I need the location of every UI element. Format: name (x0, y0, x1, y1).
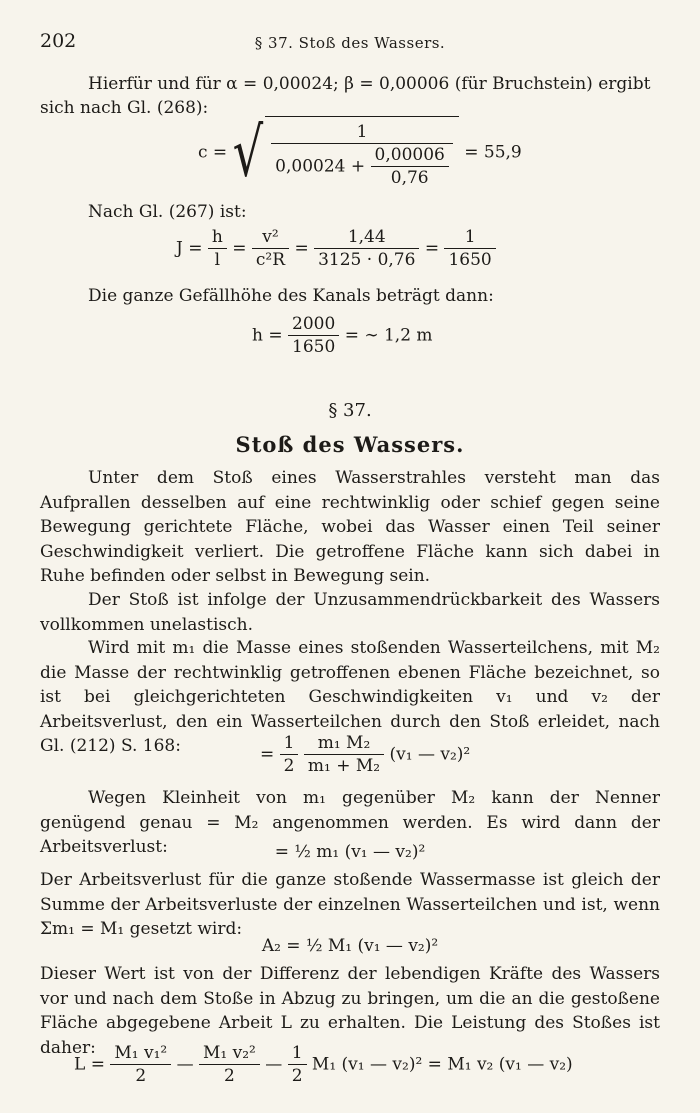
nach-267-line: Nach Gl. (267) ist: (88, 202, 247, 222)
eq-L-frac-1 (110, 1042, 171, 1087)
paragraph-2: Der Stoß ist infolge der Unzusammendrückbarkeit des Wassers vollkommen unelastisch. (40, 590, 660, 635)
eq-loss1-frac-2 (304, 732, 384, 777)
eq-J-frac-2 (252, 226, 289, 271)
eq-L-f3-num: 1 (288, 1042, 307, 1065)
eq-c-den-frac-den: 0,76 (390, 168, 429, 188)
eq-J-frac-4 (444, 226, 495, 271)
eq-c-numerator: 1 (271, 121, 453, 144)
eq-c-denominator (271, 144, 453, 189)
paragraph-1: Unter dem Stoß eines Wasserstrahles versteht man das Aufprallen desselben auf eine rechtwinklig oder schief gegen seine Bewegung gerichtete Fläche, wobei das Wasser einen Teil seiner Geschwindigkeit verliert. Die getroffene Fläche kann sich dabei in Ruhe befinden oder selbst in Bewegung sein. (40, 468, 660, 586)
eq-J-eq1: = (232, 238, 247, 259)
eq-J-f1-den: l (214, 250, 221, 270)
eq-c-lhs: c = (198, 142, 228, 163)
eq-h-result: = ∼ 1,2 m (344, 325, 433, 346)
eq-h-lhs: h = (252, 325, 283, 346)
equation-loss-2: = ½ m₁ (v₁ — v₂)² (274, 842, 426, 862)
sqrt-sign-icon: √ (232, 113, 264, 192)
equation-loss-1 (260, 732, 470, 777)
eq-loss1-tail: (v₁ — v₂)² (389, 744, 471, 765)
eq-loss1-lhs: = (260, 744, 275, 765)
eq-c-main-fraction (271, 121, 453, 189)
intro-line-2: sich nach Gl. (268): (40, 98, 209, 118)
eq-h-frac (288, 313, 339, 358)
equation-J (176, 226, 496, 271)
eq-J-f2-den: c²R (255, 250, 286, 270)
eq-L-frac-3 (288, 1042, 307, 1087)
eq-J-f2-num: v² (252, 226, 289, 249)
equation-L (74, 1042, 573, 1087)
eq-L-minus-2: — (265, 1054, 283, 1075)
page-number: 202 (40, 30, 77, 52)
eq-J-eq3: = (424, 238, 440, 259)
running-title: § 37. Stoß des Wassers. (254, 34, 446, 52)
eq-J-f3-den: 3125 · 0,76 (318, 250, 416, 270)
eq-h-den: 1650 (292, 337, 336, 357)
eq-loss1-f1-num: 1 (280, 732, 299, 755)
intro-line-1: Hierfür und für α = 0,00024; β = 0,00006 (für Bruchstein) ergibt (88, 74, 651, 94)
eq-loss1-frac-1 (280, 732, 299, 777)
eq-c-den-fraction (371, 144, 449, 189)
eq-loss1-f2-den: m₁ + M₂ (307, 756, 381, 776)
eq-J-frac-3 (314, 226, 419, 271)
eq-c-result: = 55,9 (464, 142, 522, 163)
eq-L-f1-den: 2 (135, 1066, 147, 1086)
equation-h (252, 313, 433, 358)
paragraph-5: Der Arbeitsverlust für die ganze stoßende Wassermasse ist gleich der Summe der Arbeitsverluste der einzelnen Wasserteilchen und ist, wenn Σm₁ = M₁ gesetzt wird: (40, 870, 660, 939)
eq-J-f4-num: 1 (444, 226, 495, 249)
eq-J-eq2: = (294, 238, 309, 259)
sqrt-radicand (265, 116, 459, 189)
paragraph-6: Dieser Wert ist von der Differenz der lebendigen Kräfte des Wassers vor und nach dem Stoße in Abzug zu bringen, um die an die gestoßene Fläche abgegebene Arbeit L zu erhalten. Die Leistung des Stoßes ist daher: (40, 964, 660, 1058)
eq-L-f2-num: M₁ v₂² (199, 1042, 260, 1065)
eq-L-f3-den: 2 (291, 1066, 303, 1086)
eq-J-f4-den: 1650 (448, 250, 492, 270)
paragraph-4: Wegen Kleinheit von m₁ gegenüber M₂ kann der Nenner genügend genau = M₂ angenommen werden. Es wird dann der Arbeitsverlust: (40, 788, 660, 857)
equation-c (198, 113, 522, 192)
gefaell-line: Die ganze Gefällhöhe des Kanals beträgt dann: (88, 286, 494, 306)
eq-loss1-f1-den: 2 (283, 756, 295, 776)
eq-J-lhs: J = (176, 238, 203, 259)
eq-c-den-part: 0,00024 + (275, 156, 366, 177)
eq-c-den-frac-num: 0,00006 (371, 144, 449, 167)
paragraph-3: Wird mit m₁ die Masse eines stoßenden Wasserteilchens, mit M₂ die Masse der rechtwinklig getroffenen ebenen Fläche bezeichnet, so ist bei gleichgerichteten Geschwindigkeiten v₁ und v₂ der Arbeitsverlust, den ein Wasserteilchen durch den Stoß erleidet, nach Gl. (212) S. 168: (40, 638, 660, 756)
eq-L-f1-num: M₁ v₁² (110, 1042, 171, 1065)
eq-h-num: 2000 (288, 313, 339, 336)
eq-J-frac-1 (208, 226, 227, 271)
equation-A2: A₂ = ½ M₁ (v₁ — v₂)² (261, 936, 439, 956)
eq-J-f1-num: h (208, 226, 227, 249)
eq-L-f2-den: 2 (224, 1066, 235, 1086)
eq-L-frac-2 (199, 1042, 260, 1087)
eq-L-lhs: L = (74, 1054, 105, 1075)
eq-loss1-f2-num: m₁ M₂ (304, 732, 384, 755)
eq-L-tail: M₁ (v₁ — v₂)² = M₁ v₂ (v₁ — v₂) (311, 1054, 573, 1075)
section-number: § 37. (328, 400, 372, 421)
eq-L-minus-1: — (176, 1054, 194, 1075)
section-title: Stoß des Wassers. (235, 432, 465, 457)
eq-J-f3-num: 1,44 (314, 226, 419, 249)
